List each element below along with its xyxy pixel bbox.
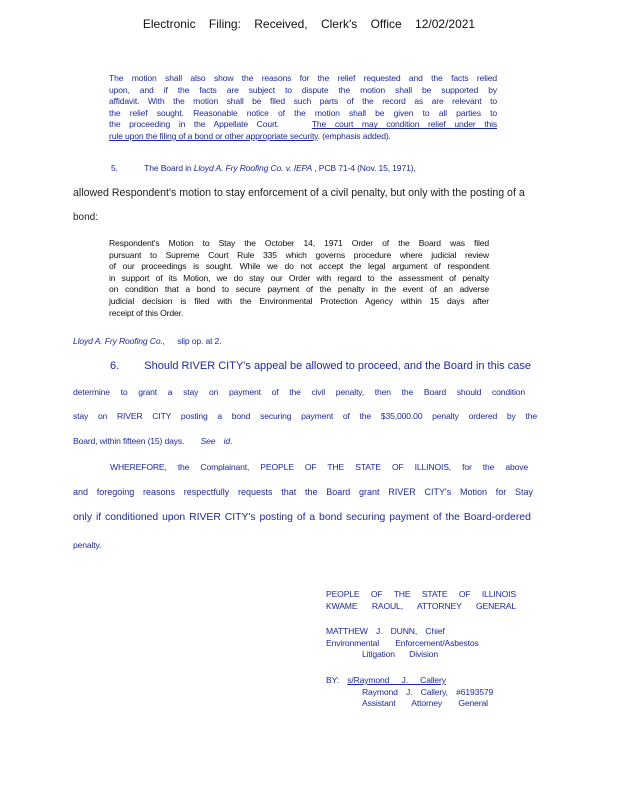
paragraph-6-line (73, 436, 232, 448)
citation-case: Lloyd A. Fry Roofing Co., (73, 336, 165, 346)
signature-block (326, 589, 516, 710)
quote-line: on condition that a bond to secure payment of the penalty in the event of an adverse (109, 284, 489, 295)
paragraph-6-line: determine to grant a stay on payment of the civil penalty, then the Board should condition (73, 387, 525, 397)
quote-line: in support of its Motion, we do stay our Order with regard to the assessment of penalty (109, 272, 489, 283)
quote-line: receipt of this Order. (109, 307, 184, 318)
emphasis-note: . (emphasis added). (317, 130, 391, 141)
paragraph-5 (111, 163, 531, 175)
paragraph-number: 6. (110, 360, 120, 372)
quote-line-text: the proceeding in the Appellate Court. (109, 119, 280, 130)
wherefore-line: WHEREFORE, the Complainant, PEOPLE OF THE STATE OF ILLINOIS, for the above (110, 462, 528, 472)
quote-line-text: the relief sought. Reasonable notice of the motion shall be given to all parties to (109, 107, 497, 118)
quote-line: pursuant to Supreme Court Rule 335 which governs procedure where judicial review (109, 249, 489, 260)
quote-line: upon, and if the facts are subject to dispute the motion shall be supported by (109, 84, 497, 95)
attorney-name: Raymond J. Callery, #6193579 (362, 686, 494, 697)
by-line (326, 675, 516, 687)
chief-line: MATTHEW J. DUNN, Chief (326, 626, 445, 637)
quote-line: The motion shall also show the reasons for the relief requested and the facts relied (109, 73, 497, 83)
quote-line (109, 119, 497, 131)
paragraph-text: The Board in (144, 163, 192, 173)
filing-header: Electronic Filing: Received, Clerk's Office 12/02/2021 (142, 17, 476, 31)
underlined-text: rule upon the filing of a bond or other appropriate security (109, 130, 318, 141)
quote-line: Respondent's Motion to Stay the October 14, 1971 Order of the Board was filed (109, 238, 489, 248)
quote-line: affidavit. With the motion shall be filed such parts of the record as are relevant to (109, 96, 497, 107)
wherefore-line: only if conditioned upon RIVER CITY's posting of a bond securing payment of the Board-ordered (73, 512, 531, 523)
wherefore-line: penalty. (73, 540, 102, 550)
citation-rest: slip op. at 2. (177, 336, 222, 346)
quote-rule-335 (109, 73, 497, 143)
paragraph-text: Should RIVER CITY's appeal be allowed to proceed, and the Board in this case (144, 360, 531, 372)
paragraph-6-line: stay on RIVER CITY posting a bond securing payment of the $35,000.00 penalty ordered by the (73, 411, 537, 421)
signal-id: id (223, 436, 231, 446)
chief-line: Environmental Enforcement/Asbestos (326, 637, 479, 648)
paragraph-5-continuation: allowed Respondent's motion to stay enforcement of a civil penalty, but only with the posting of a (73, 187, 525, 199)
citation (73, 336, 221, 348)
paragraph-text: Board, within fifteen (15) days. (73, 436, 185, 446)
chief-line: Litigation Division (362, 649, 439, 660)
underlined-text: The court may condition relief under this (311, 119, 497, 130)
by-label: BY: (326, 674, 339, 685)
wherefore-line: and foregoing reasons respectfully requests that the Board grant RIVER CITY's Motion for Stay (73, 487, 533, 497)
quote-fry-roofing (109, 238, 489, 319)
quote-line (109, 108, 497, 120)
quote-line: judicial decision is filed with the Environmental Protection Agency within 15 days after (109, 295, 489, 306)
paragraph-5-continuation: bond: (73, 212, 99, 223)
paragraph-number: 5. (111, 163, 118, 173)
paragraph-text: , PCB 71-4 (Nov. 15, 1971), (314, 163, 416, 173)
attorney-title: Assistant Attorney General (362, 698, 488, 709)
case-name: Lloyd A. Fry Roofing Co. v. IEPA (193, 163, 313, 173)
quote-line: of our proceedings is sought. While we do not accept the legal argument of respondent (109, 261, 489, 272)
party-line: PEOPLE OF THE STATE OF ILLINOIS (326, 589, 516, 599)
signal-see: See (200, 436, 216, 446)
quote-line (109, 131, 497, 143)
period: . (230, 436, 233, 446)
paragraph-6 (110, 360, 531, 372)
party-line: KWAME RAOUL, ATTORNEY GENERAL (326, 600, 516, 611)
electronic-signature: s/Raymond J. Callery (347, 674, 446, 685)
